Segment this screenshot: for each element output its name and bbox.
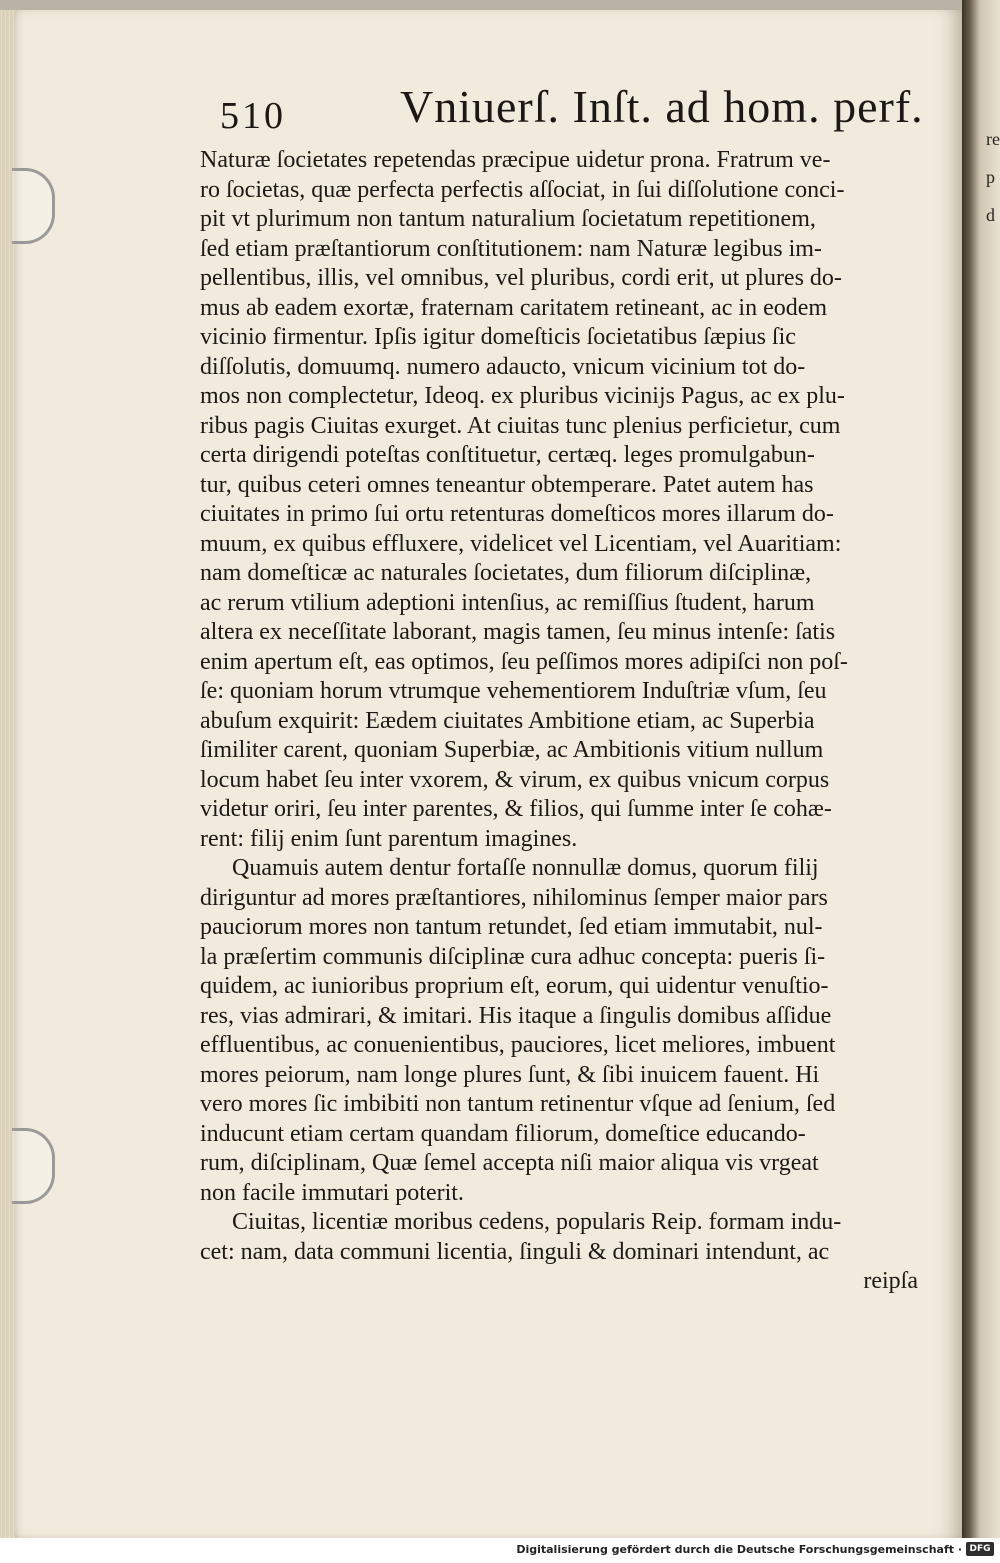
page-header xyxy=(220,78,924,138)
text-line: ro ſocietas, quæ perfecta perfectis aſſociat, in ſui diſſolutione conci- xyxy=(200,176,845,203)
paragraph-2 xyxy=(200,854,948,1208)
text-line: res, vias admirari, & imitari. His itaque a ſingulis domibus aſſidue xyxy=(200,1002,832,1029)
text-line: diſſolutis, domuumq. numero adaucto, vnicum vicinium tot do- xyxy=(200,353,806,380)
facing-page-letters xyxy=(986,120,1000,234)
text-line: ribus pagis Ciuitas exurget. At ciuitas tunc plenius perficietur, cum xyxy=(200,412,841,439)
text-line: effluentibus, ac conuenientibus, pauciores, licet meliores, imbuent xyxy=(200,1032,836,1058)
catchword: reipſa xyxy=(863,1268,918,1294)
text-line: Quamuis autem dentur fortaſſe nonnullæ domus, quorum filij xyxy=(232,855,819,881)
text-line: ſe: quoniam horum vtrumque vehementiorem Induſtriæ vſum, ſeu xyxy=(200,678,827,704)
text-line: ſimiliter carent, quoniam Superbiæ, ac Ambitionis vitium nullum xyxy=(200,737,824,763)
text-line: abuſum exquirit: Eædem ciuitates Ambitione etiam, ac Superbia xyxy=(200,707,815,734)
text-line: mores peiorum, nam longe plures ſunt, & ſibi inuicem fauent. Hi xyxy=(200,1061,820,1088)
text-line: locum habet ſeu inter vxorem, & virum, ex quibus vnicum corpus xyxy=(200,766,830,793)
facing-letter: re xyxy=(986,129,1000,149)
text-line: certa dirigendi poteſtas conſtituetur, certæq. leges promulgabun- xyxy=(200,442,815,468)
text-line: rum, diſciplinam, Quæ ſemel accepta niſi maior aliqua vis vrgeat xyxy=(200,1150,819,1176)
text-line: vero mores ſic imbibiti non tantum retinentur vſque ad ſenium, ſed xyxy=(200,1091,836,1117)
footer-bar xyxy=(0,1538,1000,1563)
text-line: Ciuitas, licentiæ moribus cedens, popularis Reip. formam indu- xyxy=(232,1209,842,1235)
text-line: rent: filij enim ſunt parentum imagines. xyxy=(200,825,578,852)
text-line: inducunt etiam certam quandam filiorum, domeſtice educando- xyxy=(200,1120,806,1147)
text-line: mos non complectetur, Ideoq. ex pluribus vicinijs Pagus, ac ex plu- xyxy=(200,383,845,409)
paragraph-1 xyxy=(200,146,948,854)
text-line: cet: nam, data communi licentia, ſinguli & dominari intendunt, ac xyxy=(200,1238,830,1265)
facing-letter: p xyxy=(986,167,995,187)
text-line: ſed etiam præſtantiorum conſtitutionem: nam Naturæ legibus im- xyxy=(200,235,822,262)
body-text xyxy=(200,146,948,1297)
text-line: pit vt plurimum non tantum naturalium ſocietatum repetitionem, xyxy=(200,206,816,232)
text-line: la præſertim communis diſciplinæ cura adhuc concepta: pueris ſi- xyxy=(200,943,826,970)
text-line: non facile immutari poterit. xyxy=(200,1179,464,1206)
footer-credit: Digitalisierung gefördert durch die Deutsche Forschungsgemeinschaft · xyxy=(516,1543,962,1556)
text-line: videtur oriri, ſeu inter parentes, & filios, qui ſumme inter ſe cohæ- xyxy=(200,796,832,822)
dfg-logo: DFG xyxy=(966,1542,994,1556)
facing-letter: d xyxy=(986,205,995,225)
text-line: diriguntur ad mores præſtantiores, nihilominus ſemper maior pars xyxy=(200,884,828,911)
paper-clip-top xyxy=(12,168,55,244)
text-line: pauciorum mores non tantum retundet, ſed etiam immutabit, nul- xyxy=(200,914,823,940)
text-line: enim apertum eſt, eas optimos, ſeu peſſimos mores adipiſci non poſ- xyxy=(200,648,848,675)
page-number: 510 xyxy=(220,95,286,137)
text-line: quidem, ac iunioribus proprium eſt, eorum, qui uidentur venuſtio- xyxy=(200,973,829,999)
paper-clip-bottom xyxy=(12,1128,55,1204)
text-line: Naturæ ſocietates repetendas præcipue uidetur prona. Fratrum ve- xyxy=(200,147,831,173)
text-line: altera ex neceſſitate laborant, magis tamen, ſeu minus intenſe: ſatis xyxy=(200,619,836,645)
text-line: mus ab eadem exortæ, fraternam caritatem retineant, ac in eodem xyxy=(200,294,828,321)
running-title: Vniuerſ. Inſt. ad hom. perf. xyxy=(400,81,924,132)
text-line: ciuitates in primo ſui ortu retenturas domeſticos mores illarum do- xyxy=(200,501,834,527)
text-line: vicinio firmentur. Ipſis igitur domeſticis ſocietatibus ſæpius ſic xyxy=(200,324,796,350)
text-line: pellentibus, illis, vel omnibus, vel pluribus, cordi erit, ut plures do- xyxy=(200,265,842,291)
text-line: muum, ex quibus effluxere, videlicet vel Licentiam, vel Auaritiam: xyxy=(200,530,842,557)
text-line: ac rerum vtilium adeptioni intenſius, ac remiſſius ſtudent, harum xyxy=(200,589,815,616)
text-line: tur, quibus ceteri omnes teneantur obtemperare. Patet autem has xyxy=(200,471,814,498)
paragraph-3 xyxy=(200,1208,948,1267)
text-line: nam domeſticæ ac naturales ſocietates, dum filiorum diſciplinæ, xyxy=(200,560,812,586)
